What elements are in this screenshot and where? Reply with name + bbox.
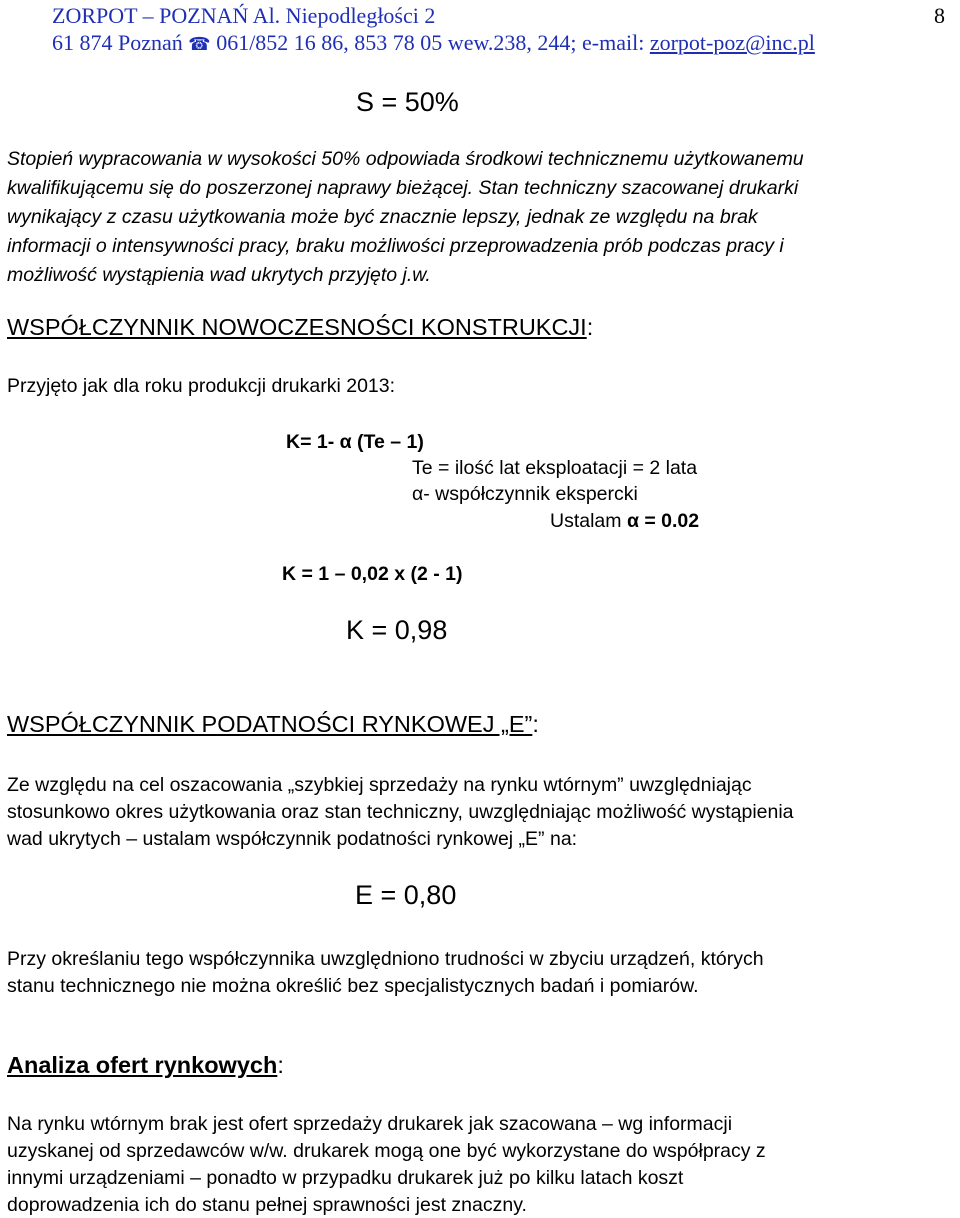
formula-k-calculation: K = 1 – 0,02 x (2 - 1) [282,563,463,585]
page-number: 8 [934,3,945,28]
paragraph-line: doprowadzenia ich do stanu pełnej sprawności jest znaczny. [7,1194,527,1216]
alpha-setting-label: Ustalam [550,510,627,532]
paragraph-line: Przy określaniu tego współczynnika uwzględniono trudności w zbyciu urządzeń, których [7,948,764,970]
section-heading-offers [7,1051,284,1079]
paragraph-line: Stopień wypracowania w wysokości 50% odpowiada środkowi technicznemu użytkowanemu [7,148,804,170]
heading-colon: : [586,314,594,340]
paragraph-line: kwalifikującemu się do poszerzonej naprawy bieżącej. Stan techniczny szacowanej drukarki [7,177,799,199]
section-heading-modernity [7,313,593,341]
header-line-company: ZORPOT – POZNAŃ Al. Niepodległości 2 [52,3,436,28]
heading-colon: : [277,1052,284,1078]
alpha-setting [550,508,699,534]
paragraph-line: uzyskanej od sprzedawców w/w. drukarek mogą one być wykorzystane do współpracy z [7,1140,766,1162]
paragraph-line: innymi urządzeniami – ponadto w przypadku drukarek już po kilku latach koszt [7,1167,684,1189]
formula-s: S = 50% [356,87,459,117]
paragraph-line: informacji o intensywności pracy, braku możliwości przeprowadzenia prób podczas pracy i [7,235,784,257]
header-email-link[interactable]: zorpot-poz@inc.pl [649,30,815,55]
paragraph-line: możliwość wystąpienia wad ukrytych przyjęto j.w. [7,264,431,286]
header-phones: 061/852 16 86, 853 78 05 wew.238, 244; e-mail: [210,30,650,55]
definition-alpha: α- współczynnik ekspercki [412,483,638,505]
heading-colon: : [532,711,539,737]
paragraph-line: wynikający z czasu użytkowania może być znacznie lepszy, jednak ze względu na brak [7,206,758,228]
alpha-setting-value: α = 0.02 [626,510,700,532]
heading-text: Analiza ofert rynkowych [7,1052,278,1078]
formula-e-result: E = 0,80 [355,880,457,910]
header-line-contact [52,30,815,58]
formula-k-result: K = 0,98 [346,615,448,645]
paragraph-line: wad ukrytych – ustalam współczynnik podatności rynkowej „E” na: [7,828,578,850]
formula-k: K= 1- α (Te – 1) [286,431,424,453]
definition-te: Te = ilość lat eksploatacji = 2 lata [412,457,698,479]
paragraph-line: Na rynku wtórnym brak jest ofert sprzedaży drukarek jak szacowana – wg informacji [7,1113,733,1135]
paragraph-line: Ze względu na cel oszacowania „szybkiej sprzedaży na rynku wtórnym” uwzględniając [7,774,752,796]
phone-icon: ☎ [188,34,211,55]
section-heading-market [7,710,539,738]
heading-text: WSPÓŁCZYNNIK PODATNOŚCI RYNKOWEJ „E” [7,711,533,737]
heading-text: WSPÓŁCZYNNIK NOWOCZESNOŚCI KONSTRUKCJI [7,314,587,340]
paragraph-line: stosunkowo okres użytkowania oraz stan techniczny, uwzględniając możliwość wystąpienia [7,801,794,823]
intro-text: Przyjęto jak dla roku produkcji drukarki 2013: [7,375,396,397]
paragraph-line: stanu technicznego nie można określić bez specjalistycznych badań i pomiarów. [7,975,699,997]
header-address: 61 874 Poznań [52,30,189,55]
